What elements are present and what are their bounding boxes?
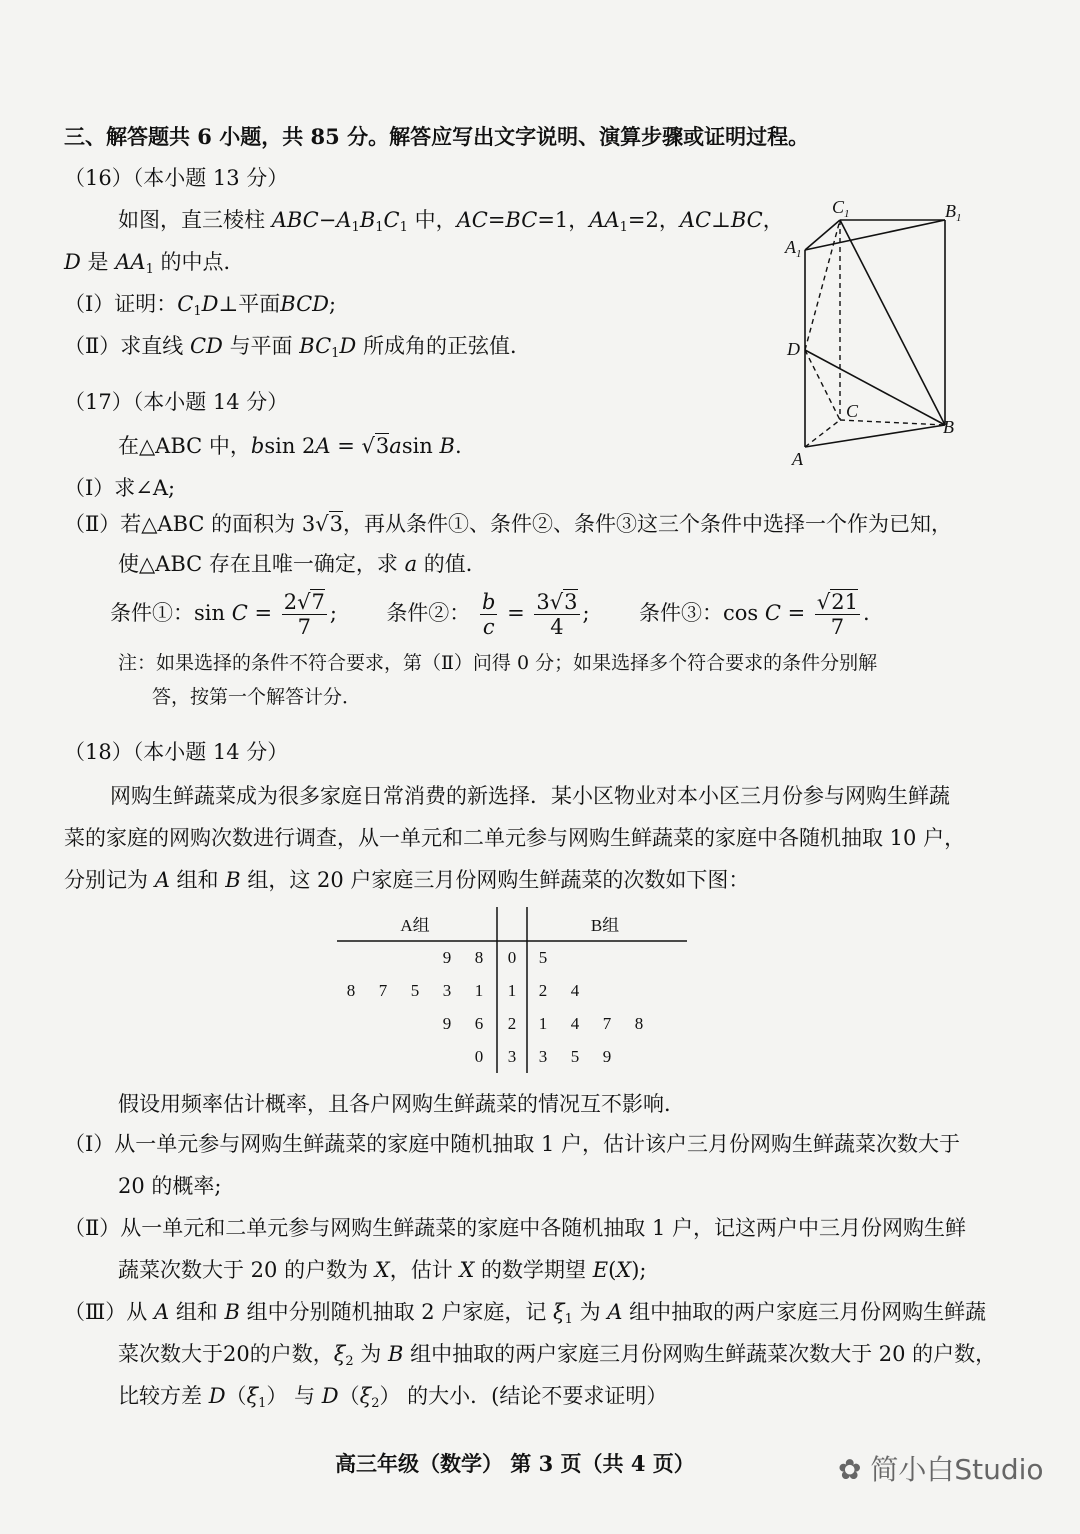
q16-intro: 如图，直三棱柱 $ABC-A_1B_1C_1$ 中，AC=BC=1，$AA_1=2$，AC⊥BC， [118,208,784,235]
leaf-a: 7 [378,981,388,1000]
q18-part2-line1: （Ⅱ）从一单元和二单元参与网购生鲜蔬菜的家庭中各随机抽取 1 户，记这两户中三月份网购生鲜 [64,1216,966,1240]
leaf-b: 5 [570,1047,580,1066]
leaf-b: 4 [570,1014,580,1033]
leaf-b: 3 [538,1047,548,1066]
leaf-a: 8 [474,948,484,967]
condition-3: 条件③：cos C = $\frac{√21}{7}$ . [638,590,870,640]
label-b: B [943,417,954,437]
leaf-b: 9 [602,1047,612,1066]
leaf-b: 5 [538,948,548,967]
stem: 0 [507,948,517,967]
leaf-b: 8 [634,1014,644,1033]
section-title: 三、解答题共 6 小题，共 85 分。解答应写出文字说明、演算步骤或证明过程。 [64,124,810,149]
segment-c1b [840,220,945,425]
q18-header: （18）（本小题 14 分） [64,740,289,764]
leaf-a: 9 [442,948,452,967]
q17-note-1: 注：如果选择的条件不符合要求，第（Ⅱ）问得 0 分；如果选择多个符合要求的条件分别解 [118,652,878,674]
leaf-a: 1 [474,981,484,1000]
q17-conditions [110,590,870,639]
q17-note-2: 答，按第一个解答计分． [152,686,362,708]
prism-figure [780,195,970,475]
label-b1: $B_1$ [945,201,962,224]
q18-part2-line2: 蔬菜次数大于 20 的户数为 X，估计 X 的数学期望 E(X); [118,1258,647,1282]
label-d: D [787,339,800,359]
q16-part2: （Ⅱ）求直线 CD 与平面 $BC_1D$ 所成角的正弦值． [64,334,531,361]
segment-dc1-hidden [805,220,840,350]
stem-leaf-plot [335,905,695,1085]
stem: 2 [507,1014,517,1033]
edge-ab [805,425,945,447]
wechat-icon: ✿ [838,1453,862,1486]
leaf-b: 2 [538,981,548,1000]
stem: 3 [507,1047,517,1066]
q16-d-def: D 是 $AA_1$ 的中点． [64,250,245,277]
stem: 1 [507,981,517,1000]
q17-intro: 在△ABC 中，bsin 2A = √3asin B. [118,434,462,458]
edge-a1b1 [805,220,945,250]
q16-part1: （Ⅰ）证明：$C_1D\perp$平面BCD; [64,292,337,319]
leaf-a: 9 [442,1014,452,1033]
segment-dc-hidden [805,350,840,420]
segment-db [805,350,945,425]
leaf-a: 3 [442,981,452,1000]
label-c: C [846,401,859,421]
header-group-a: A组 [400,916,430,935]
q17-part2-line1: （Ⅱ）若△ABC 的面积为 3√3，再从条件①、条件②、条件③这三个条件中选择一个作为已知， [64,512,952,536]
label-c1: $C_1$ [832,197,850,220]
leaf-a: 8 [346,981,356,1000]
leaf-a: 6 [474,1014,484,1033]
header-group-b: B组 [590,916,620,935]
leaf-b: 1 [538,1014,548,1033]
q18-p3: 分别记为 A 组和 B 组，这 20 户家庭三月份网购生鲜蔬菜的次数如下图： [64,868,750,892]
label-a1: $A_1$ [785,237,802,260]
q18-part3-line2: 菜次数大于20的户数，$\xi_2$ 为 B 组中抽取的两户家庭三月份网购生鲜蔬菜次数大于 20 的户数， [118,1342,997,1369]
q18-part3-line1: （Ⅲ）从 A 组和 B 组中分别随机抽取 2 户家庭，记 $\xi_1$ 为 A 组中抽取的两户家庭三月份网购生鲜蔬 [64,1300,987,1327]
q17-part2-line2: 使△ABC 存在且唯一确定，求 a 的值． [118,552,487,576]
condition-2: 条件②： $\frac{b}{c}$ = $\frac{3√3}{4}$ ; [386,590,590,640]
q18-p2: 菜的家庭的网购次数进行调查，从一单元和二单元参与网购生鲜蔬菜的家庭中各随机抽取 10 户， [64,826,966,850]
label-a: A [792,449,803,469]
leaf-a: 0 [474,1047,484,1066]
q18-part1-line2: 20 的概率; [118,1174,222,1198]
condition-1: 条件①：sin C = $\frac{2√7}{7}$ ; [110,590,337,640]
q18-part3-line3: 比较方差 $D(\xi_1)$ 与 $D(\xi_2)$ 的大小．(结论不要求证明） [118,1384,668,1411]
q16-header: （16）（本小题 13 分） [64,166,289,190]
leaf-a: 5 [410,981,420,1000]
q17-part1: （Ⅰ）求∠A; [64,476,176,500]
watermark: ✿ 简小白Studio [838,1453,1044,1486]
page-footer: 高三年级（数学） 第 3 页（共 4 页） [335,1451,695,1476]
q18-p1: 网购生鲜蔬菜成为很多家庭日常消费的新选择．某小区物业对本小区三月份参与网购生鲜蔬 [110,784,950,808]
q18-part1-line1: （Ⅰ）从一单元参与网购生鲜蔬菜的家庭中随机抽取 1 户，估计该户三月份网购生鲜蔬菜次数大于 [64,1132,961,1156]
leaf-b: 4 [570,981,580,1000]
leaf-b: 7 [602,1014,612,1033]
q17-header: （17）（本小题 14 分） [64,390,289,414]
q18-assumption: 假设用频率估计概率，且各户网购生鲜蔬菜的情况互不影响． [118,1092,685,1116]
